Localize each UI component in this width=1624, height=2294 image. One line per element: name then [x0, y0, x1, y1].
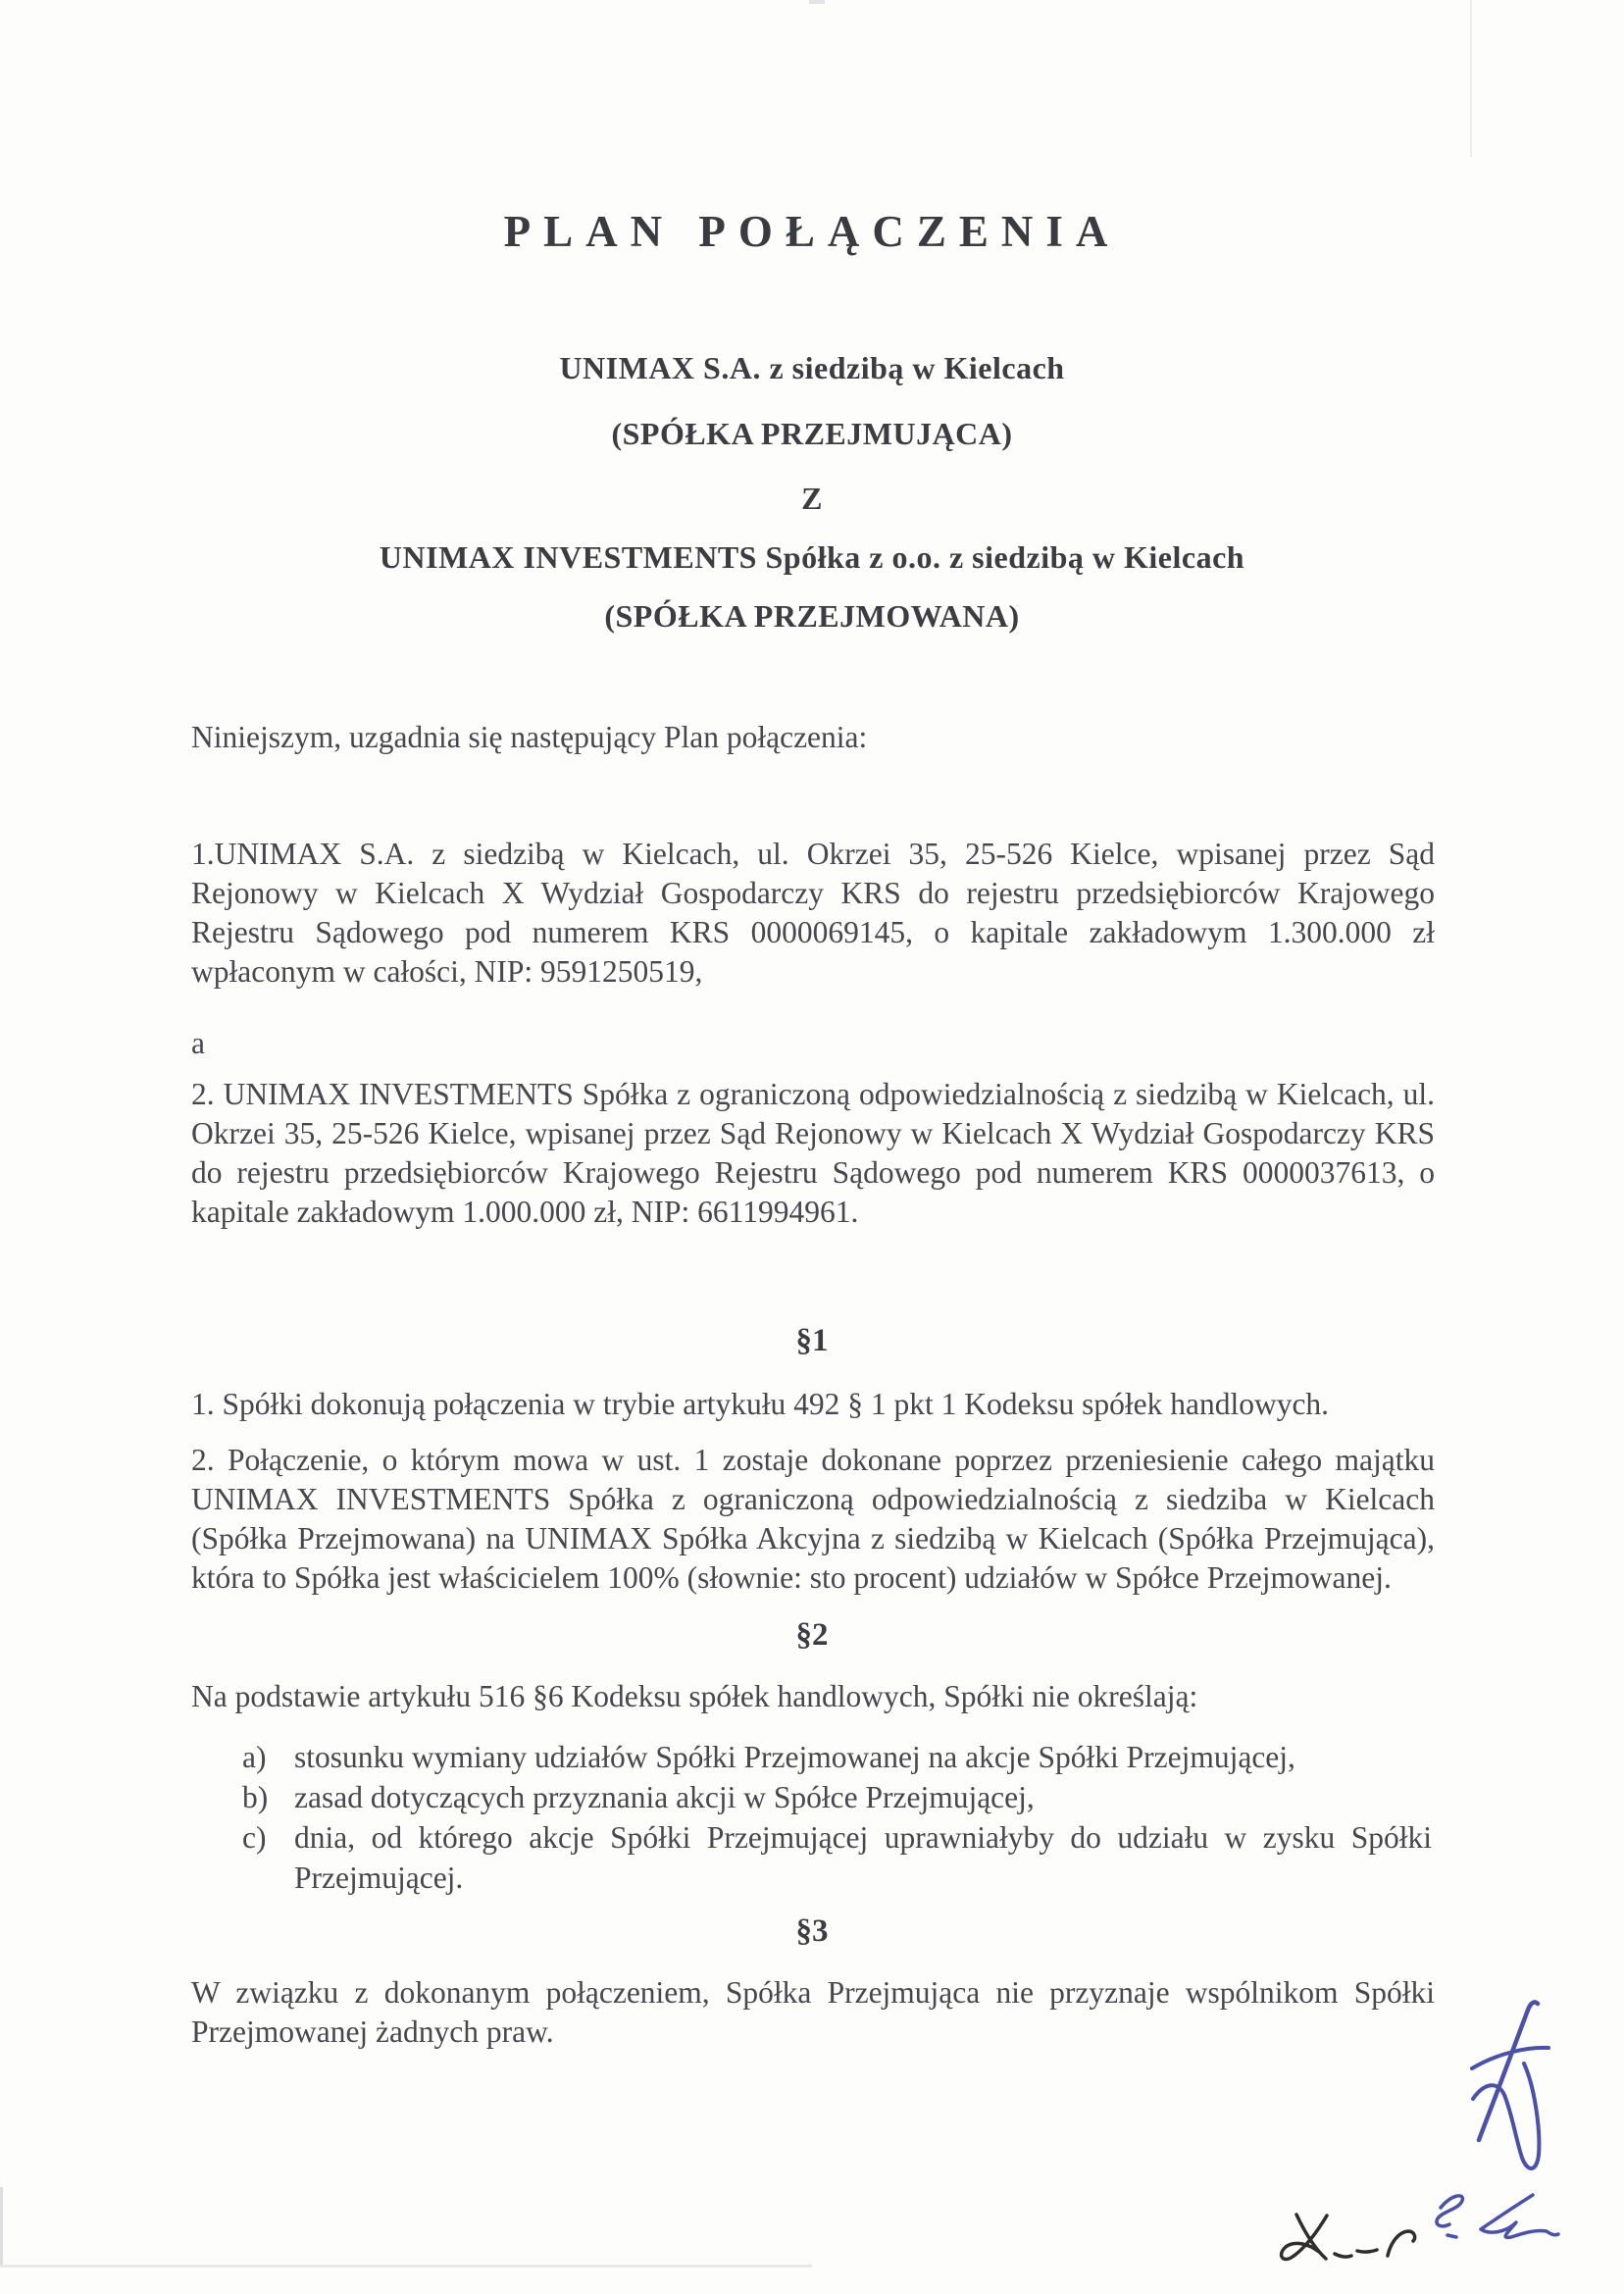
list-item-b-text: zasad dotyczących przyznania akcji w Spółce Przejmującej,: [294, 1780, 1035, 1814]
list-item-a-text: stosunku wymiany udziałów Spółki Przejmowanej na akcje Spółki Przejmującej,: [294, 1740, 1295, 1774]
list-item-c-label: c): [242, 1820, 267, 1855]
acquired-company-name: UNIMAX INVESTMENTS Spółka z o.o. z siedzibą w Kielcach: [379, 539, 1245, 575]
section-3-paragraph-1: W związku z dokonanym połączeniem, Spółka Przejmująca nie przyznaje wspólnikom Spółki Przejmowanej żadnych praw.: [191, 1975, 1435, 2049]
scan-artifact-bottom-edge: [0, 2265, 812, 2268]
scan-artifact-fold-line: [1470, 0, 1472, 157]
section-1-paragraph-2: 2. Połączenie, o którym mowa w ust. 1 zostaje dokonane poprzez przeniesienie całego majątku UNIMAX INVESTMENTS Spółka z ograniczoną odpowiedzialnością z siedziba w Kielcach (Spółka Przejmowana) na UNIMAX Spółka Akcyjna z siedzibą w Kielcach (Spółka Przejmująca), która to Spółka jest właścicielem 100% (słownie: sto procent) udziałów w Spółce Przejmowanej.: [191, 1443, 1435, 1595]
merger-conjunction: Z: [801, 481, 823, 516]
document-title: PLAN POŁĄCZENIA: [503, 207, 1121, 256]
scan-artifact-top-smudge: [809, 0, 825, 4]
list-item-a: [242, 1737, 1432, 1777]
party-description-2: 2. UNIMAX INVESTMENTS Spółka z ograniczoną odpowiedzialnością z siedzibą w Kielcach, ul. Okrzei 35, 25-526 Kielce, wpisanej przez Sąd Rejonowy w Kielcach X Wydział Gospodarczy KRS do rejestru przedsiębiorców Krajowego Rejestru Sądowego pod numerem KRS 0000037613, o kapitale zakładowym 1.000.000 zł, NIP: 6611994961.: [191, 1077, 1435, 1229]
list-item-a-label: a): [242, 1740, 267, 1774]
intro-sentence: Niniejszym, uzgadnia się następujący Plan połączenia:: [191, 720, 868, 754]
list-item-b-label: b): [242, 1780, 269, 1814]
section-2-intro: Na podstawie artykułu 516 §6 Kodeksu spółek handlowych, Spółki nie określają:: [191, 1679, 1198, 1713]
signature-area: [1255, 1971, 1589, 2285]
party-connector: a: [191, 1026, 205, 1060]
list-item-c-text: dnia, od którego akcje Spółki Przejmującej uprawniałyby do udziału w zysku Spółki Przejmującej.: [294, 1820, 1432, 1895]
section-1-heading: §1: [795, 1323, 829, 1358]
section-2-heading: §2: [795, 1617, 829, 1653]
acquirer-company-name: UNIMAX S.A. z siedzibą w Kielcach: [559, 350, 1065, 385]
section-1-paragraph-1: 1. Spółki dokonują połączenia w trybie artykułu 492 § 1 pkt 1 Kodeksu spółek handlowych.: [191, 1387, 1330, 1421]
blue-ink-initials: [1437, 2195, 1558, 2237]
acquirer-role-label: (SPÓŁKA PRZEJMUJĄCA): [611, 416, 1013, 451]
party-description-1: 1.UNIMAX S.A. z siedzibą w Kielcach, ul. Okrzei 35, 25-526 Kielce, wpisanej przez Sąd Rejonowy w Kielcach X Wydział Gospodarczy KRS do rejestru przedsiębiorców Krajowego Rejestru Sądowego pod numerem KRS 0000069145, o kapitale zakładowym 1.300.000 zł wpłaconym w całości, NIP: 9591250519,: [191, 837, 1435, 989]
list-item-c: [242, 1817, 1432, 1898]
acquired-role-label: (SPÓŁKA PRZEJMOWANA): [604, 598, 1020, 634]
blue-pen-signature: [1472, 2002, 1548, 2167]
scan-artifact-left-edge: [0, 2187, 3, 2268]
section-3-heading: §3: [795, 1913, 829, 1949]
black-ink-initials: [1282, 2215, 1415, 2260]
list-item-b: [242, 1777, 1432, 1817]
